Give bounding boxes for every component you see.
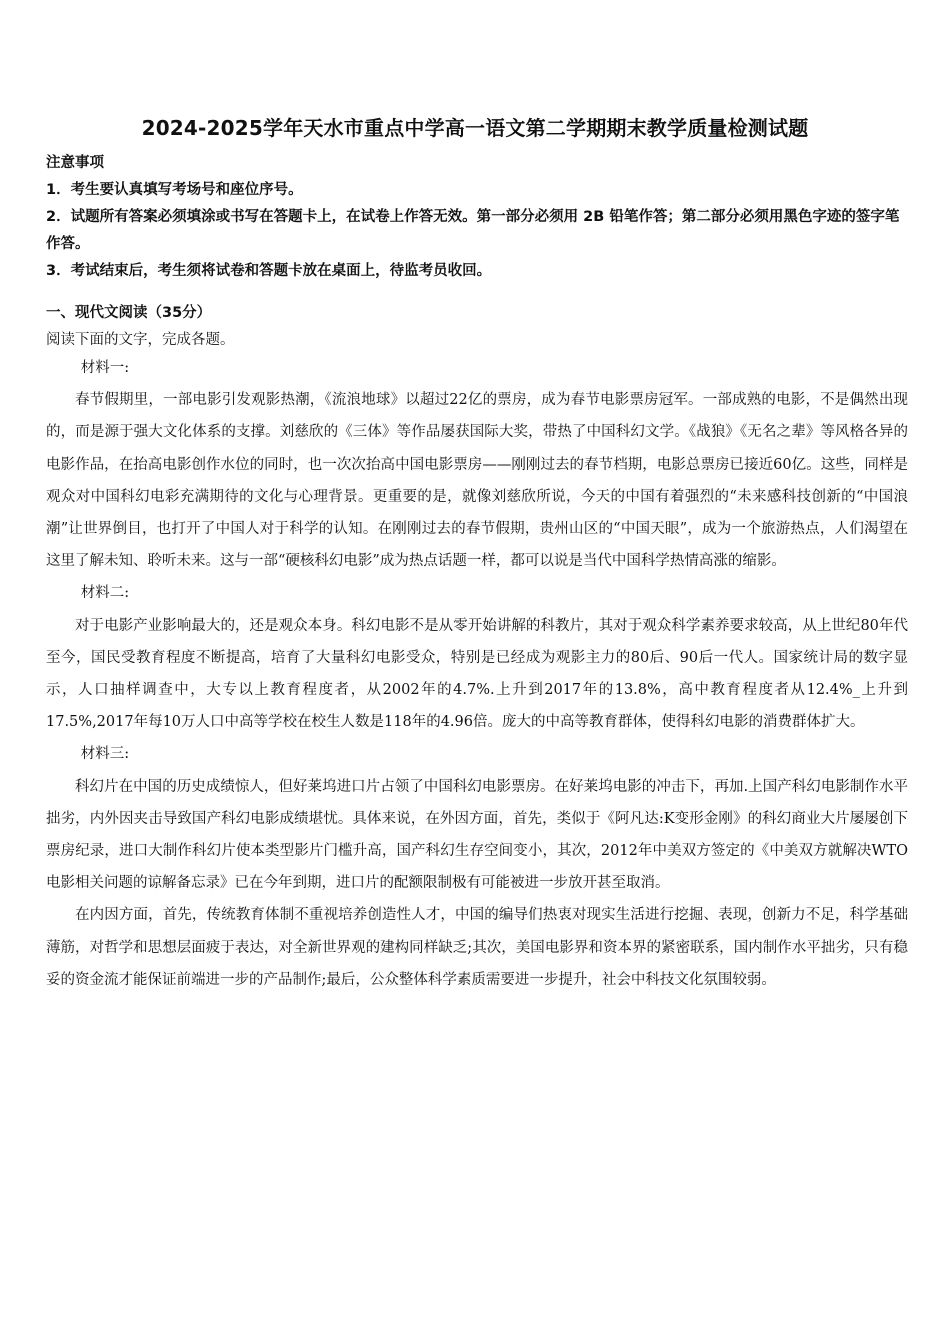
page-title: 2024-2025学年天水市重点中学高一语文第二学期期末教学质量检测试题 (141, 116, 809, 140)
notice-block (46, 150, 908, 285)
section-heading: 一、现代文阅读（35分） (46, 305, 212, 321)
notice-item-3: 3．考试结束后，考生须将试卷和答题卡放在桌面上，待监考员收回。 (46, 263, 492, 279)
material-2-text: 对于电影产业影响最大的，还是观众本身。科幻电影不是从零开始讲解的科教片，其对于观众科学素养要求较高，从上世纪80年代至今，国民受教育程度不断提高，培育了大量科幻电影受众，特别是已经成为观影主力的80后、90后一代人。国家统计局的数字显示，人口抽样调查中，大专以上教育程度者，从2002年的4.7%.上升到2017年的13.8%，高中教育程度者从12.4%_上升到17.5%,2017年每10万人口中高等学校在校生人数是118年的4.96倍。庞大的中高等教育群体，使得科幻电影的消费群体扩大。 (46, 617, 908, 731)
reading-passage (46, 352, 908, 996)
notice-item-1: 1．考生要认真填写考场号和座位序号。 (46, 182, 303, 198)
material-3-paragraph-2: 在内因方面，首先，传统教育体制不重视培养创造性人才，中国的编导们热衷对现实生活进行挖掘、表现，创新力不足，科学基础薄筋，对哲学和思想层面疲于表达，对全新世界观的建构同样缺乏;其次，美国电影界和资本界的紧密联系，国内制作水平拙劣，只有稳妥的资金流才能保证前端进一步的产品制作;最后，公众整体科学素质需要进一步提升，社会中科技文化氛围较弱。 (46, 907, 908, 988)
material-3-paragraph-1: 科幻片在中国的历史成绩惊人，但好莱坞进口片占领了中国科幻电影票房。在好莱坞电影的冲击下，再加.上国产科幻电影制作水平拙劣，内外因夹击导致国产科幻电影成绩堪忧。具体来说，在外因方面，首先，类似于《阿凡达:K变形金刚》的科幻商业大片屡屡创下票房纪录，进口大制作科幻片使本类型影片门槛升高，国产科幻生存空间变小，其次，2012年中美双方签定的《中美双方就解决WTO电影相关问题的谅解备忘录》已在今年到期，进口片的配额限制极有可能被进一步放开甚至取消。 (46, 778, 908, 892)
material-1-text: 春节假期里，一部电影引发观影热潮，《流浪地球》以超过22亿的票房，成为春节电影票房冠军。一部成熟的电影，不是偶然出现的，而是源于强大文化体系的支撑。刘慈欣的《三体》等作品屡获国际大奖，带热了中国科幻文学。《战狼》《无名之辈》等风格各异的电影作品，在抬高电影创作水位的同时，也一次次抬高中国电影票房——刚刚过去的春节档期，电影总票房已接近60亿。这些，同样是观众对中国科幻电彩充满期待的文化与心理背景。更重要的是，就像刘慈欣所说，今天的中国有着强烈的“未来感科技创新的“中国浪潮”让世界倒目，也打开了中国人对于科学的认知。在刚刚过去的春节假期，贵州山区的“中国天眼”，成为一个旅游热点，人们渴望在这里了解未知、聆听未来。这与一部“硬核科幻电影”成为热点话题一样，都可以说是当代中国科学热情高涨的缩影。 (46, 392, 908, 570)
material-2-label: 材料二: (80, 585, 130, 602)
notice-heading: 注意事项 (46, 155, 104, 171)
section-1-header (46, 300, 908, 354)
section-instruction: 阅读下面的文字，完成各题。 (46, 332, 235, 348)
material-1-label: 材料一: (80, 360, 130, 376)
material-3-label: 材料三: (80, 746, 130, 763)
notice-item-2: 2．试题所有答案必须填涂或书写在答题卡上，在试卷上作答无效。第一部分必须用 2B 铅笔作答；第二部分必须用黑色字迹的签字笔作答。 (46, 209, 900, 252)
